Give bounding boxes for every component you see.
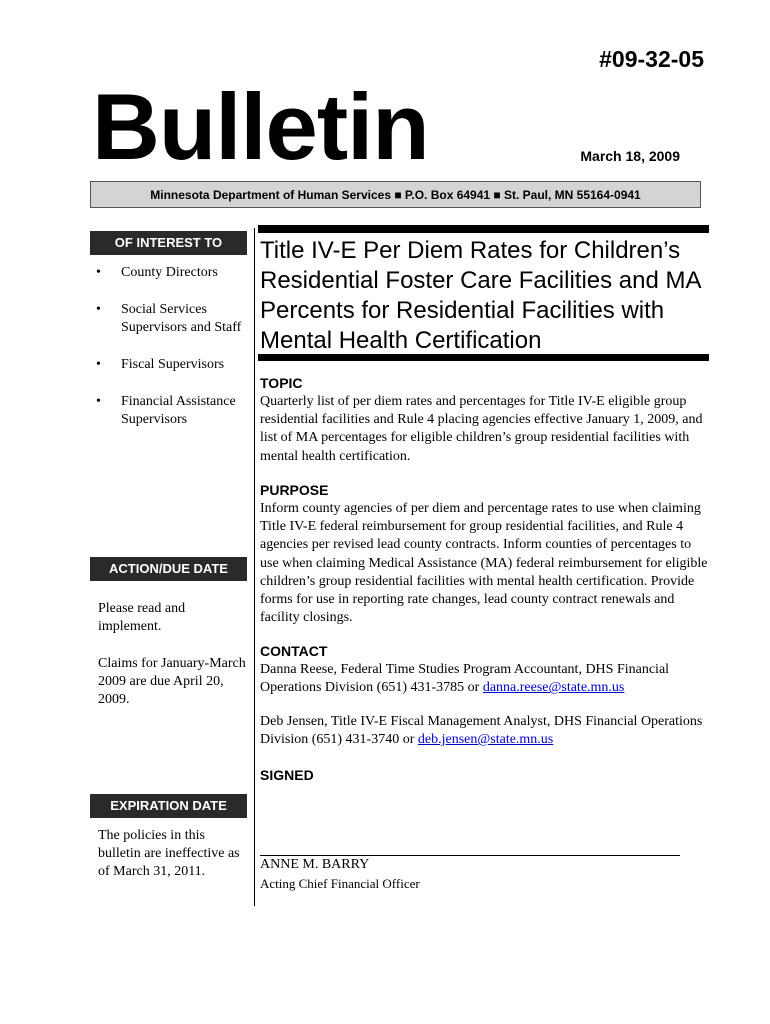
email-link-jensen[interactable]: deb.jensen@state.mn.us [417, 732, 554, 748]
interest-item: • Financial Assistance Supervisors [96, 393, 246, 429]
contact-jensen-details: Deb Jensen, Title IV-E Fiscal Management Analyst, DHS Financial Operations Division (651) 431-3740 or [260, 714, 703, 748]
contact-reese-details: Danna Reese, Federal Time Studies Program Accountant, DHS Financial Operations Division (651) 431-3785 or [260, 662, 670, 696]
action-text: Please read and implement. [98, 601, 186, 634]
signer-title: Acting Chief Financial Officer [260, 876, 420, 891]
document-title: Title IV-E Per Diem Rates for Children’s Residential Foster Care Facilities and MA Percents for Residential Facilities with Mental Health Certification [260, 237, 701, 354]
column-divider [254, 228, 255, 906]
bulletin-masthead: Bulletin [92, 74, 429, 179]
action-due-date-heading: ACTION/DUE DATE [90, 557, 247, 581]
purpose-heading: PURPOSE [260, 482, 329, 498]
expiration-text: The policies in this bulletin are ineffective as of March 31, 2011. [98, 828, 240, 879]
due-date-text: Claims for January-March 2009 are due April 20, 2009. [98, 656, 246, 707]
bulletin-number: #09-32-05 [599, 46, 704, 72]
address-banner: Minnesota Department of Human Services ■ P.O. Box 64941 ■ St. Paul, MN 55164-0941 [90, 181, 701, 208]
interest-list [96, 264, 246, 448]
expiration-date-heading: EXPIRATION DATE [90, 794, 247, 818]
interest-item: • Fiscal Supervisors [96, 356, 246, 374]
topic-heading: TOPIC [260, 375, 303, 391]
interest-item: • Social Services Supervisors and Staff [96, 301, 246, 337]
contact-reese [260, 661, 708, 697]
of-interest-heading: OF INTEREST TO [90, 231, 247, 255]
signature-line [260, 855, 680, 856]
contact-jensen [260, 713, 708, 749]
purpose-text: Inform county agencies of per diem and percentage rates to use when claiming Title IV-E federal reimbursement for group residential facilities, and Rule 4 agencies per revised lead county contracts. Inform counties of percentages to use when claiming Medical Assistance (MA) federal reimbursement for eligible children’s group residential facilities with mental health certification. Provide forms for use in reporting rate changes, lead county contract renewals and facility closings. [260, 501, 708, 626]
title-rule-bottom [258, 354, 709, 361]
email-link-reese[interactable]: danna.reese@state.mn.us [482, 680, 625, 696]
interest-item: • County Directors [96, 264, 246, 282]
signer-name: ANNE M. BARRY [260, 857, 370, 872]
title-rule-top [258, 225, 709, 233]
topic-text: Quarterly list of per diem rates and percentages for Title IV-E eligible group residential facilities and Rule 4 placing agencies effective January 1, 2009, and list of MA percentages for eligible children’s group residential facilities with mental health certification. [260, 394, 703, 464]
bulletin-date: March 18, 2009 [580, 148, 680, 164]
signed-heading: SIGNED [260, 767, 314, 783]
contact-heading: CONTACT [260, 643, 328, 659]
